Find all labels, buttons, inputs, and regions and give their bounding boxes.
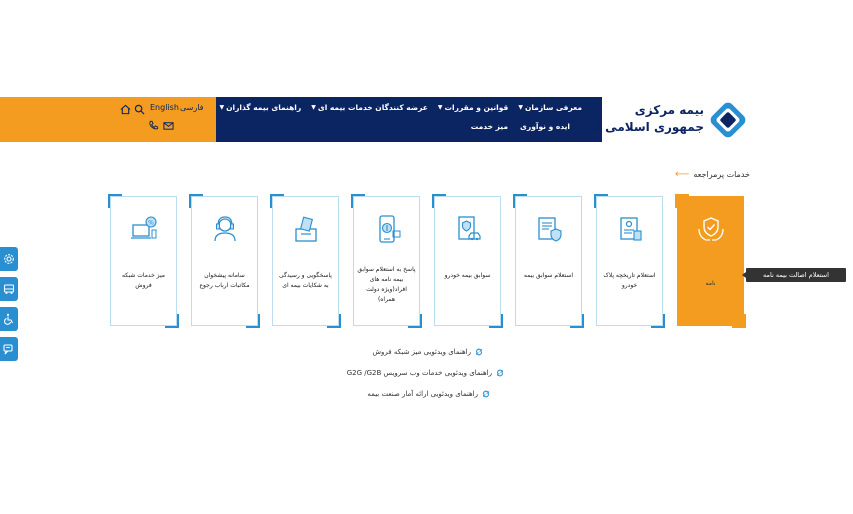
chevron-down-icon: ▼ (518, 104, 523, 111)
nav-laws-label: قوانین و مقررات (444, 103, 509, 112)
home-icon[interactable] (120, 104, 131, 115)
nav-about[interactable] (518, 103, 582, 112)
site-logo[interactable] (570, 100, 748, 140)
wheelchair-icon (3, 313, 15, 325)
service-card-vehicle-insurance[interactable] (434, 196, 501, 326)
ballot-box-icon (290, 213, 322, 245)
side-chat-button[interactable] (0, 337, 18, 361)
nav-laws[interactable] (438, 103, 508, 112)
shield-hands-icon (695, 213, 727, 245)
refresh-icon (475, 348, 483, 356)
central-insurance-logo-icon (708, 100, 748, 140)
service-card-mobile-government[interactable] (353, 196, 420, 326)
chat-icon (3, 343, 15, 355)
document-id-icon (614, 213, 646, 245)
link-label: راهنمای ویدئویی خدمات وب سرویس G2G /G2B (346, 369, 492, 377)
card-label: سامانه پیشخوان مکاتبات ارباب رجوع (199, 272, 250, 289)
phone-icon[interactable] (148, 120, 159, 131)
services-title-text: خدمات پرمراجعه (693, 170, 750, 179)
document-shield-icon (533, 213, 565, 245)
card-label: استعلام سوابق بیمه (523, 272, 574, 279)
bus-icon (3, 283, 15, 295)
side-accessibility-button[interactable] (0, 307, 18, 331)
nav-service-desk[interactable]: میز خدمت (470, 122, 509, 131)
link-industry-stats-video[interactable] (367, 390, 490, 398)
headset-agent-icon (209, 213, 241, 245)
header-utility-bar (0, 97, 216, 142)
link-label: راهنمای ویدئویی میز شبکه فروش (372, 348, 471, 356)
card-label: نامه (705, 280, 716, 287)
site-header (0, 97, 853, 142)
link-label: راهنمای ویدئویی ارائه آمار صنعت بیمه (367, 390, 478, 398)
service-card-insurance-history[interactable] (515, 196, 582, 326)
service-card-complaints[interactable] (272, 196, 339, 326)
logo-subtitle: جمهوری اسلامی ایران (570, 120, 704, 134)
services-section-title (672, 169, 750, 180)
main-nav-secondary (471, 122, 570, 131)
service-card-sales-network[interactable] (110, 196, 177, 326)
nav-providers[interactable] (311, 103, 428, 112)
svg-text:%: % (148, 219, 154, 227)
service-card-plate-history[interactable] (596, 196, 663, 326)
nav-innovation[interactable]: ایده و نوآوری (520, 122, 570, 131)
side-bus-button[interactable] (0, 277, 18, 301)
logo-title: بیمه مرکزی (634, 103, 704, 117)
service-card-correspondence[interactable] (191, 196, 258, 326)
chevron-down-icon: ▼ (219, 104, 225, 111)
card-tooltip: استعلام اصالت بیمه نامه (746, 268, 846, 282)
car-shield-icon (452, 213, 484, 245)
nav-providers-label: عرضه کنندگان خدمات بیمه ای (317, 103, 428, 112)
refresh-icon (482, 390, 490, 398)
nav-about-label: معرفی سازمان (524, 103, 582, 112)
main-nav-primary (219, 103, 582, 112)
service-card-policy-authenticity[interactable] (677, 196, 744, 326)
mobile-shield-icon (371, 213, 403, 245)
lang-english-link[interactable]: English (150, 103, 179, 112)
chevron-down-icon: ▼ (437, 104, 443, 111)
chevron-down-icon: ▼ (311, 104, 316, 111)
link-sales-desk-video[interactable] (373, 348, 484, 356)
card-label: استعلام تاریخچه پلاک خودرو (603, 272, 656, 289)
card-label: پاسخگویی و رسیدگی به شکایات بیمه ای (279, 272, 332, 289)
lang-persian-link[interactable]: فارسی (180, 103, 204, 112)
refresh-icon (496, 369, 504, 377)
nav-insured-guide-label: راهنمای بیمه گذاران (226, 103, 302, 112)
nav-insured-guide[interactable] (219, 103, 301, 112)
side-settings-button[interactable] (0, 247, 18, 271)
arrow-left-icon: ⟵ (675, 169, 690, 180)
settings-icon (3, 253, 15, 265)
sales-network-icon (128, 213, 160, 245)
search-icon[interactable] (134, 104, 145, 115)
card-label: سوابق بیمه خودرو (444, 272, 491, 279)
link-g2g-g2b-video[interactable] (347, 369, 504, 377)
mail-icon[interactable] (163, 120, 174, 131)
card-label: پاسخ به استعلام سوابق بیمه نامه های افراد(ویژه دولت همراه) (357, 266, 416, 303)
card-label: میز خدمات شبکه فروش (121, 272, 166, 289)
